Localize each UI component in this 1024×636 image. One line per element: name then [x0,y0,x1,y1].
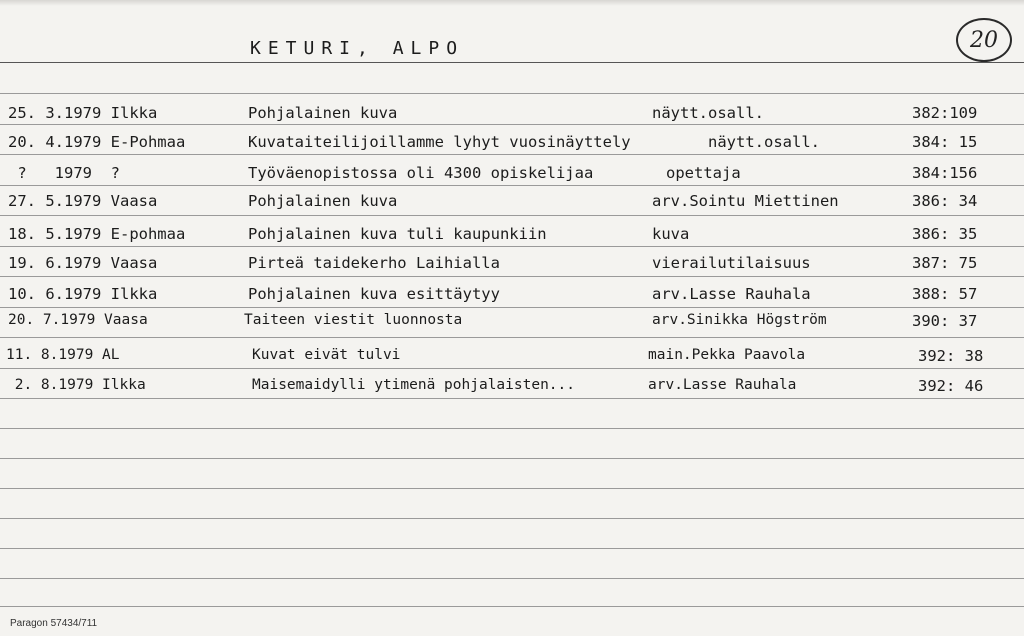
entry-row [0,192,1024,214]
entry-role: näytt.osall. [652,104,764,122]
entry-row [0,133,1024,155]
entry-date-source: 18. 5.1979 E-pohmaa [8,225,186,243]
entry-date-source: 19. 6.1979 Vaasa [8,254,158,272]
entry-title: Kuvat eivät tulvi [252,347,401,363]
entry-title: Taiteen viestit luonnosta [244,312,463,328]
entry-date-source: 25. 3.1979 Ilkka [8,104,158,122]
entry-role: arv.Lasse Rauhala [648,377,797,393]
card-number: 20 [970,27,998,53]
entry-row [0,312,1024,334]
entry-reference: 384:156 [912,164,978,182]
card-title: KETURI, ALPO [250,38,465,59]
ruled-line [0,337,1024,338]
entry-row [0,164,1024,186]
ruled-line [0,488,1024,489]
entry-role: vierailutilaisuus [652,254,811,272]
entry-row [0,377,1024,399]
entry-role: kuva [652,225,690,243]
ruled-line [0,276,1024,277]
entry-title: Pohjalainen kuva [248,104,398,122]
entry-date-source: 20. 7.1979 Vaasa [8,312,148,328]
entry-reference: 392: 38 [918,347,984,365]
entry-role: arv.Sointu Miettinen [652,192,839,210]
entry-reference: 390: 37 [912,312,978,330]
entry-title: Pohjalainen kuva esittäytyy [248,285,500,303]
entry-title: Kuvataiteilijoillamme lyhyt vuosinäyttely [248,133,631,151]
header-rule [0,62,1024,63]
entry-reference: 382:109 [912,104,978,122]
entry-row [0,254,1024,276]
card-number-circle [956,18,1012,62]
entry-reference: 386: 34 [912,192,978,210]
entry-title: Työväenopistossa oli 4300 opiskelijaa [248,164,594,182]
card-top-edge [0,0,1024,6]
ruled-line [0,428,1024,429]
entry-reference: 388: 57 [912,285,978,303]
entry-reference: 392: 46 [918,377,984,395]
entry-date-source: 27. 5.1979 Vaasa [8,192,158,210]
entry-title: Maisemaidylli ytimenä pohjalaisten... [252,377,576,393]
entry-reference: 384: 15 [912,133,978,151]
ruled-line [0,93,1024,94]
entry-reference: 386: 35 [912,225,978,243]
entry-role: näytt.osall. [708,133,820,151]
printer-mark: Paragon 57434/711 [10,618,98,629]
entry-role: arv.Sinikka Högström [652,312,827,328]
entry-role: opettaja [666,164,741,182]
entry-row [0,225,1024,247]
entry-reference: 387: 75 [912,254,978,272]
entry-role: main.Pekka Paavola [648,347,806,363]
entry-row [0,347,1024,369]
entry-row [0,285,1024,307]
entry-date-source: 2. 8.1979 Ilkka [6,377,146,393]
entry-date-source: ? 1979 ? [8,164,120,182]
ruled-line [0,578,1024,579]
entry-role: arv.Lasse Rauhala [652,285,811,303]
ruled-line [0,458,1024,459]
entry-title: Pirteä taidekerho Laihialla [248,254,500,272]
ruled-line [0,606,1024,607]
entry-date-source: 11. 8.1979 AL [6,347,120,363]
ruled-line [0,518,1024,519]
entry-row [0,104,1024,126]
entry-title: Pohjalainen kuva [248,192,398,210]
entry-title: Pohjalainen kuva tuli kaupunkiin [248,225,547,243]
ruled-line [0,215,1024,216]
entry-date-source: 20. 4.1979 E-Pohmaa [8,133,186,151]
entry-date-source: 10. 6.1979 Ilkka [8,285,158,303]
ruled-line [0,307,1024,308]
ruled-line [0,548,1024,549]
